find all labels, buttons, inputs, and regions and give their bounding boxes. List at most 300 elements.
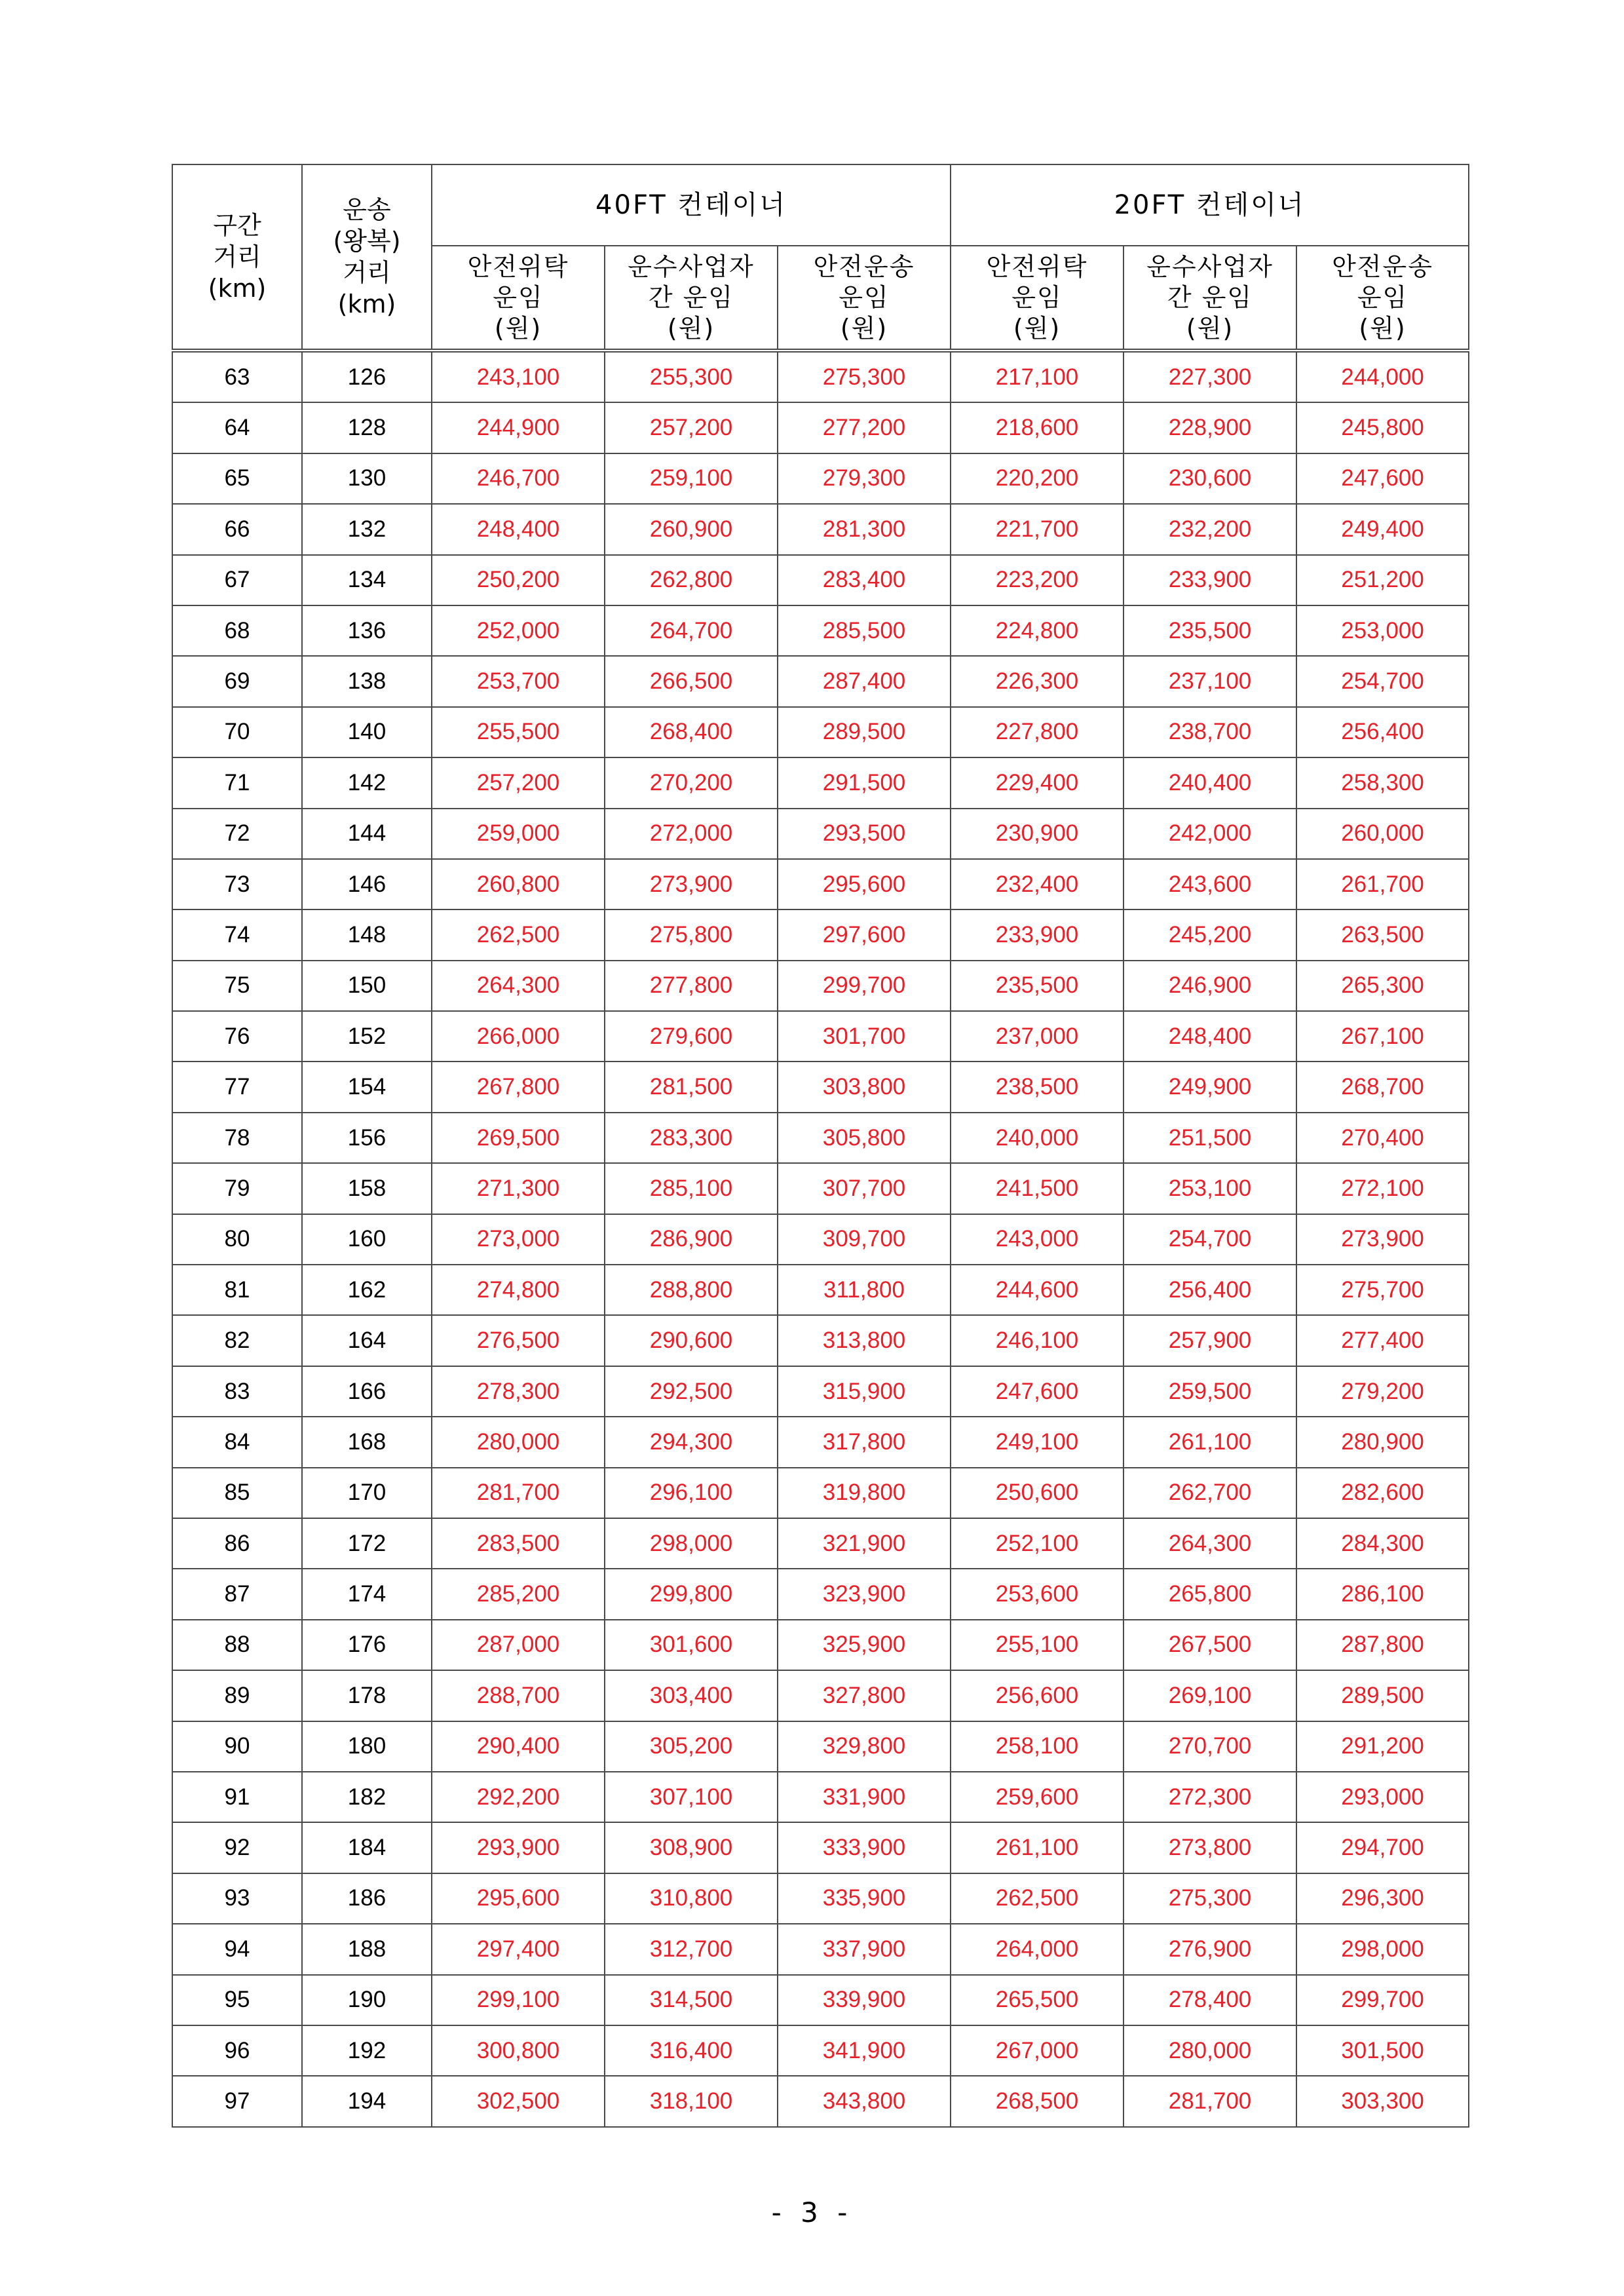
cell-40ft-safety-transport: 331,900 <box>778 1772 951 1822</box>
cell-section-distance: 67 <box>172 555 302 605</box>
cell-transport-distance: 172 <box>302 1518 432 1569</box>
rate-table <box>172 164 1469 2128</box>
cell-20ft-carrier: 253,100 <box>1124 1163 1296 1214</box>
cell-40ft-safety-transport: 317,800 <box>778 1417 951 1467</box>
cell-40ft-carrier: 310,800 <box>605 1873 778 1924</box>
cell-section-distance: 64 <box>172 402 302 453</box>
cell-20ft-safety-consign: 226,300 <box>951 656 1124 706</box>
cell-40ft-carrier: 298,000 <box>605 1518 778 1569</box>
cell-40ft-safety-transport: 339,900 <box>778 1975 951 2025</box>
cell-transport-distance: 192 <box>302 2025 432 2076</box>
cell-40ft-safety-transport: 335,900 <box>778 1873 951 1924</box>
cell-transport-distance: 194 <box>302 2076 432 2126</box>
cell-transport-distance: 190 <box>302 1975 432 2025</box>
cell-40ft-safety-consign: 299,100 <box>432 1975 605 2025</box>
cell-20ft-safety-transport: 273,900 <box>1296 1214 1469 1265</box>
cell-20ft-carrier: 265,800 <box>1124 1569 1296 1619</box>
cell-20ft-carrier: 227,300 <box>1124 351 1296 402</box>
cell-40ft-carrier: 294,300 <box>605 1417 778 1467</box>
cell-section-distance: 68 <box>172 605 302 656</box>
table-row <box>172 2025 1469 2076</box>
cell-20ft-safety-transport: 260,000 <box>1296 809 1469 859</box>
cell-20ft-safety-consign: 267,000 <box>951 2025 1124 2076</box>
cell-40ft-carrier: 272,000 <box>605 809 778 859</box>
cell-20ft-safety-consign: 230,900 <box>951 809 1124 859</box>
cell-20ft-carrier: 230,600 <box>1124 453 1296 504</box>
cell-40ft-carrier: 259,100 <box>605 453 778 504</box>
cell-20ft-safety-consign: 268,500 <box>951 2076 1124 2126</box>
cell-40ft-safety-consign: 278,300 <box>432 1366 605 1417</box>
cell-transport-distance: 174 <box>302 1569 432 1619</box>
cell-transport-distance: 166 <box>302 1366 432 1417</box>
cell-40ft-safety-transport: 343,800 <box>778 2076 951 2126</box>
cell-40ft-carrier: 290,600 <box>605 1315 778 1366</box>
cell-20ft-safety-transport: 267,100 <box>1296 1011 1469 1062</box>
cell-20ft-safety-consign: 256,600 <box>951 1670 1124 1721</box>
header-section-distance: 구간 거리 (km) <box>172 164 302 351</box>
cell-transport-distance: 144 <box>302 809 432 859</box>
table-row <box>172 1822 1469 1873</box>
cell-20ft-carrier: 246,900 <box>1124 961 1296 1011</box>
cell-20ft-carrier: 249,900 <box>1124 1062 1296 1112</box>
cell-40ft-carrier: 301,600 <box>605 1620 778 1670</box>
cell-20ft-safety-transport: 280,900 <box>1296 1417 1469 1467</box>
cell-20ft-safety-consign: 249,100 <box>951 1417 1124 1467</box>
cell-section-distance: 78 <box>172 1113 302 1163</box>
cell-section-distance: 93 <box>172 1873 302 1924</box>
cell-section-distance: 97 <box>172 2076 302 2126</box>
cell-transport-distance: 142 <box>302 757 432 808</box>
cell-20ft-carrier: 272,300 <box>1124 1772 1296 1822</box>
cell-40ft-safety-consign: 267,800 <box>432 1062 605 1112</box>
cell-20ft-safety-transport: 272,100 <box>1296 1163 1469 1214</box>
cell-20ft-safety-consign: 235,500 <box>951 961 1124 1011</box>
cell-40ft-carrier: 257,200 <box>605 402 778 453</box>
cell-40ft-safety-transport: 291,500 <box>778 757 951 808</box>
cell-20ft-safety-transport: 294,700 <box>1296 1822 1469 1873</box>
cell-20ft-safety-consign: 265,500 <box>951 1975 1124 2025</box>
cell-40ft-safety-transport: 333,900 <box>778 1822 951 1873</box>
cell-section-distance: 94 <box>172 1924 302 1974</box>
cell-40ft-safety-transport: 309,700 <box>778 1214 951 1265</box>
cell-40ft-safety-consign: 300,800 <box>432 2025 605 2076</box>
cell-20ft-safety-transport: 293,000 <box>1296 1772 1469 1822</box>
cell-transport-distance: 164 <box>302 1315 432 1366</box>
cell-40ft-safety-consign: 264,300 <box>432 961 605 1011</box>
header-20ft-carrier: 운수사업자 간 운임 (원) <box>1124 246 1296 351</box>
cell-transport-distance: 146 <box>302 859 432 909</box>
cell-40ft-safety-consign: 253,700 <box>432 656 605 706</box>
cell-20ft-safety-transport: 247,600 <box>1296 453 1469 504</box>
cell-20ft-safety-consign: 259,600 <box>951 1772 1124 1822</box>
cell-40ft-carrier: 262,800 <box>605 555 778 605</box>
cell-transport-distance: 182 <box>302 1772 432 1822</box>
cell-20ft-carrier: 257,900 <box>1124 1315 1296 1366</box>
cell-40ft-safety-consign: 269,500 <box>432 1113 605 1163</box>
table-row <box>172 2076 1469 2126</box>
cell-20ft-safety-consign: 238,500 <box>951 1062 1124 1112</box>
cell-transport-distance: 158 <box>302 1163 432 1214</box>
cell-40ft-safety-consign: 260,800 <box>432 859 605 909</box>
cell-40ft-safety-transport: 313,800 <box>778 1315 951 1366</box>
table-row <box>172 504 1469 554</box>
cell-40ft-safety-transport: 301,700 <box>778 1011 951 1062</box>
cell-transport-distance: 170 <box>302 1468 432 1518</box>
table-row <box>172 1011 1469 1062</box>
cell-40ft-safety-consign: 288,700 <box>432 1670 605 1721</box>
cell-40ft-carrier: 255,300 <box>605 351 778 402</box>
cell-40ft-safety-transport: 323,900 <box>778 1569 951 1619</box>
cell-section-distance: 82 <box>172 1315 302 1366</box>
table-row <box>172 1214 1469 1265</box>
cell-transport-distance: 128 <box>302 402 432 453</box>
cell-40ft-safety-consign: 266,000 <box>432 1011 605 1062</box>
cell-40ft-carrier: 279,600 <box>605 1011 778 1062</box>
cell-40ft-safety-consign: 252,000 <box>432 605 605 656</box>
cell-40ft-safety-consign: 243,100 <box>432 351 605 402</box>
cell-40ft-carrier: 288,800 <box>605 1265 778 1315</box>
cell-40ft-carrier: 268,400 <box>605 707 778 757</box>
table-row <box>172 351 1469 402</box>
cell-20ft-safety-transport: 279,200 <box>1296 1366 1469 1417</box>
table-row <box>172 757 1469 808</box>
cell-20ft-safety-transport: 261,700 <box>1296 859 1469 909</box>
cell-40ft-safety-transport: 299,700 <box>778 961 951 1011</box>
cell-20ft-safety-transport: 258,300 <box>1296 757 1469 808</box>
cell-transport-distance: 134 <box>302 555 432 605</box>
cell-40ft-safety-consign: 292,200 <box>432 1772 605 1822</box>
cell-20ft-safety-consign: 255,100 <box>951 1620 1124 1670</box>
cell-section-distance: 88 <box>172 1620 302 1670</box>
cell-40ft-safety-consign: 274,800 <box>432 1265 605 1315</box>
cell-40ft-safety-transport: 279,300 <box>778 453 951 504</box>
table-row <box>172 909 1469 960</box>
cell-20ft-carrier: 256,400 <box>1124 1265 1296 1315</box>
cell-20ft-safety-consign: 262,500 <box>951 1873 1124 1924</box>
cell-40ft-safety-transport: 315,900 <box>778 1366 951 1417</box>
cell-20ft-carrier: 261,100 <box>1124 1417 1296 1467</box>
cell-section-distance: 95 <box>172 1975 302 2025</box>
cell-20ft-carrier: 235,500 <box>1124 605 1296 656</box>
cell-40ft-safety-transport: 319,800 <box>778 1468 951 1518</box>
cell-40ft-safety-transport: 325,900 <box>778 1620 951 1670</box>
table-body <box>172 351 1469 2127</box>
header-group-20ft: 20FT 컨테이너 <box>951 164 1469 246</box>
cell-20ft-safety-consign: 224,800 <box>951 605 1124 656</box>
cell-20ft-carrier: 245,200 <box>1124 909 1296 960</box>
cell-40ft-carrier: 299,800 <box>605 1569 778 1619</box>
cell-section-distance: 80 <box>172 1214 302 1265</box>
table-row <box>172 809 1469 859</box>
cell-transport-distance: 176 <box>302 1620 432 1670</box>
cell-20ft-safety-transport: 298,000 <box>1296 1924 1469 1974</box>
cell-20ft-carrier: 240,400 <box>1124 757 1296 808</box>
cell-40ft-safety-consign: 259,000 <box>432 809 605 859</box>
cell-20ft-safety-consign: 253,600 <box>951 1569 1124 1619</box>
cell-transport-distance: 188 <box>302 1924 432 1974</box>
cell-20ft-safety-transport: 287,800 <box>1296 1620 1469 1670</box>
cell-20ft-safety-transport: 282,600 <box>1296 1468 1469 1518</box>
cell-40ft-safety-transport: 337,900 <box>778 1924 951 1974</box>
cell-section-distance: 71 <box>172 757 302 808</box>
cell-20ft-safety-transport: 249,400 <box>1296 504 1469 554</box>
cell-40ft-safety-consign: 295,600 <box>432 1873 605 1924</box>
cell-transport-distance: 168 <box>302 1417 432 1467</box>
cell-section-distance: 77 <box>172 1062 302 1112</box>
table-row <box>172 1569 1469 1619</box>
cell-20ft-safety-transport: 244,000 <box>1296 351 1469 402</box>
table-row <box>172 1265 1469 1315</box>
cell-section-distance: 72 <box>172 809 302 859</box>
cell-transport-distance: 184 <box>302 1822 432 1873</box>
cell-section-distance: 76 <box>172 1011 302 1062</box>
cell-20ft-safety-transport: 303,300 <box>1296 2076 1469 2126</box>
table-header <box>172 164 1469 351</box>
cell-20ft-safety-consign: 258,100 <box>951 1721 1124 1772</box>
table-row <box>172 961 1469 1011</box>
cell-40ft-safety-consign: 281,700 <box>432 1468 605 1518</box>
cell-40ft-safety-transport: 275,300 <box>778 351 951 402</box>
cell-section-distance: 70 <box>172 707 302 757</box>
cell-20ft-safety-transport: 299,700 <box>1296 1975 1469 2025</box>
table-row <box>172 1468 1469 1518</box>
table-row <box>172 605 1469 656</box>
cell-20ft-safety-transport: 277,400 <box>1296 1315 1469 1366</box>
cell-transport-distance: 138 <box>302 656 432 706</box>
cell-20ft-safety-consign: 246,100 <box>951 1315 1124 1366</box>
cell-20ft-carrier: 232,200 <box>1124 504 1296 554</box>
cell-40ft-safety-transport: 285,500 <box>778 605 951 656</box>
cell-40ft-carrier: 275,800 <box>605 909 778 960</box>
cell-40ft-carrier: 308,900 <box>605 1822 778 1873</box>
cell-20ft-safety-transport: 253,000 <box>1296 605 1469 656</box>
cell-section-distance: 89 <box>172 1670 302 1721</box>
header-20ft-safety-transport: 안전운송 운임 (원) <box>1296 246 1469 351</box>
cell-20ft-safety-transport: 286,100 <box>1296 1569 1469 1619</box>
cell-40ft-safety-transport: 329,800 <box>778 1721 951 1772</box>
cell-section-distance: 96 <box>172 2025 302 2076</box>
cell-transport-distance: 150 <box>302 961 432 1011</box>
page-number: - 3 - <box>771 2196 853 2229</box>
table-row <box>172 555 1469 605</box>
header-40ft-safety-consign: 안전위탁 운임 (원) <box>432 246 605 351</box>
cell-20ft-safety-consign: 233,900 <box>951 909 1124 960</box>
cell-section-distance: 87 <box>172 1569 302 1619</box>
cell-40ft-carrier: 273,900 <box>605 859 778 909</box>
cell-20ft-safety-consign: 241,500 <box>951 1163 1124 1214</box>
table-row <box>172 1062 1469 1112</box>
cell-section-distance: 65 <box>172 453 302 504</box>
header-40ft-carrier: 운수사업자 간 운임 (원) <box>605 246 778 351</box>
cell-40ft-safety-consign: 280,000 <box>432 1417 605 1467</box>
cell-40ft-safety-consign: 244,900 <box>432 402 605 453</box>
cell-20ft-safety-consign: 223,200 <box>951 555 1124 605</box>
cell-40ft-safety-transport: 321,900 <box>778 1518 951 1569</box>
cell-40ft-safety-transport: 287,400 <box>778 656 951 706</box>
cell-40ft-safety-transport: 281,300 <box>778 504 951 554</box>
cell-20ft-safety-transport: 301,500 <box>1296 2025 1469 2076</box>
table-row <box>172 1315 1469 1366</box>
table-row <box>172 1518 1469 1569</box>
cell-20ft-carrier: 273,800 <box>1124 1822 1296 1873</box>
cell-20ft-carrier: 276,900 <box>1124 1924 1296 1974</box>
cell-20ft-safety-consign: 237,000 <box>951 1011 1124 1062</box>
cell-20ft-carrier: 281,700 <box>1124 2076 1296 2126</box>
cell-transport-distance: 186 <box>302 1873 432 1924</box>
cell-20ft-carrier: 262,700 <box>1124 1468 1296 1518</box>
cell-40ft-safety-consign: 255,500 <box>432 707 605 757</box>
cell-section-distance: 73 <box>172 859 302 909</box>
cell-40ft-carrier: 296,100 <box>605 1468 778 1518</box>
cell-20ft-safety-transport: 296,300 <box>1296 1873 1469 1924</box>
cell-20ft-carrier: 242,000 <box>1124 809 1296 859</box>
cell-40ft-carrier: 318,100 <box>605 2076 778 2126</box>
cell-40ft-safety-transport: 289,500 <box>778 707 951 757</box>
cell-40ft-safety-consign: 293,900 <box>432 1822 605 1873</box>
cell-section-distance: 74 <box>172 909 302 960</box>
cell-40ft-carrier: 286,900 <box>605 1214 778 1265</box>
cell-40ft-safety-transport: 341,900 <box>778 2025 951 2076</box>
cell-40ft-safety-consign: 246,700 <box>432 453 605 504</box>
cell-40ft-safety-consign: 297,400 <box>432 1924 605 1974</box>
cell-20ft-carrier: 238,700 <box>1124 707 1296 757</box>
cell-20ft-carrier: 243,600 <box>1124 859 1296 909</box>
table-row <box>172 402 1469 453</box>
cell-section-distance: 86 <box>172 1518 302 1569</box>
cell-20ft-safety-consign: 243,000 <box>951 1214 1124 1265</box>
cell-20ft-safety-consign: 218,600 <box>951 402 1124 453</box>
cell-40ft-safety-consign: 257,200 <box>432 757 605 808</box>
table-row <box>172 1366 1469 1417</box>
cell-40ft-safety-consign: 250,200 <box>432 555 605 605</box>
cell-40ft-safety-consign: 248,400 <box>432 504 605 554</box>
table-row <box>172 1721 1469 1772</box>
cell-20ft-safety-transport: 265,300 <box>1296 961 1469 1011</box>
cell-20ft-safety-transport: 275,700 <box>1296 1265 1469 1315</box>
cell-40ft-safety-consign: 283,500 <box>432 1518 605 1569</box>
header-group-40ft: 40FT 컨테이너 <box>432 164 951 246</box>
cell-40ft-carrier: 281,500 <box>605 1062 778 1112</box>
cell-40ft-safety-transport: 295,600 <box>778 859 951 909</box>
cell-20ft-carrier: 280,000 <box>1124 2025 1296 2076</box>
cell-40ft-carrier: 307,100 <box>605 1772 778 1822</box>
cell-section-distance: 81 <box>172 1265 302 1315</box>
cell-40ft-carrier: 292,500 <box>605 1366 778 1417</box>
cell-section-distance: 75 <box>172 961 302 1011</box>
cell-40ft-safety-transport: 307,700 <box>778 1163 951 1214</box>
cell-40ft-carrier: 270,200 <box>605 757 778 808</box>
cell-20ft-safety-transport: 289,500 <box>1296 1670 1469 1721</box>
cell-40ft-safety-consign: 287,000 <box>432 1620 605 1670</box>
cell-20ft-safety-consign: 261,100 <box>951 1822 1124 1873</box>
header-transport-distance: 운송 (왕복) 거리 (km) <box>302 164 432 351</box>
cell-transport-distance: 126 <box>302 351 432 402</box>
cell-20ft-carrier: 270,700 <box>1124 1721 1296 1772</box>
cell-40ft-carrier: 316,400 <box>605 2025 778 2076</box>
cell-20ft-safety-consign: 247,600 <box>951 1366 1124 1417</box>
table-row <box>172 1924 1469 1974</box>
cell-transport-distance: 130 <box>302 453 432 504</box>
header-40ft-safety-transport: 안전운송 운임 (원) <box>778 246 951 351</box>
cell-section-distance: 91 <box>172 1772 302 1822</box>
cell-20ft-carrier: 233,900 <box>1124 555 1296 605</box>
cell-40ft-safety-transport: 297,600 <box>778 909 951 960</box>
cell-40ft-safety-transport: 277,200 <box>778 402 951 453</box>
cell-section-distance: 84 <box>172 1417 302 1467</box>
cell-section-distance: 90 <box>172 1721 302 1772</box>
table-row <box>172 707 1469 757</box>
cell-20ft-safety-transport: 270,400 <box>1296 1113 1469 1163</box>
cell-40ft-carrier: 305,200 <box>605 1721 778 1772</box>
cell-40ft-safety-consign: 262,500 <box>432 909 605 960</box>
cell-20ft-safety-consign: 244,600 <box>951 1265 1124 1315</box>
table-row <box>172 1163 1469 1214</box>
cell-20ft-carrier: 228,900 <box>1124 402 1296 453</box>
cell-20ft-carrier: 248,400 <box>1124 1011 1296 1062</box>
cell-40ft-safety-consign: 271,300 <box>432 1163 605 1214</box>
cell-section-distance: 83 <box>172 1366 302 1417</box>
cell-transport-distance: 152 <box>302 1011 432 1062</box>
cell-20ft-carrier: 278,400 <box>1124 1975 1296 2025</box>
cell-20ft-safety-consign: 229,400 <box>951 757 1124 808</box>
cell-transport-distance: 132 <box>302 504 432 554</box>
cell-40ft-carrier: 266,500 <box>605 656 778 706</box>
cell-transport-distance: 162 <box>302 1265 432 1315</box>
cell-40ft-safety-transport: 327,800 <box>778 1670 951 1721</box>
table-row <box>172 1417 1469 1467</box>
cell-20ft-safety-transport: 291,200 <box>1296 1721 1469 1772</box>
cell-40ft-carrier: 283,300 <box>605 1113 778 1163</box>
table-row <box>172 1772 1469 1822</box>
cell-40ft-safety-consign: 290,400 <box>432 1721 605 1772</box>
cell-40ft-safety-transport: 305,800 <box>778 1113 951 1163</box>
table-row <box>172 1873 1469 1924</box>
cell-section-distance: 69 <box>172 656 302 706</box>
table-row <box>172 656 1469 706</box>
cell-transport-distance: 160 <box>302 1214 432 1265</box>
cell-40ft-safety-consign: 302,500 <box>432 2076 605 2126</box>
cell-40ft-safety-consign: 276,500 <box>432 1315 605 1366</box>
cell-20ft-safety-transport: 245,800 <box>1296 402 1469 453</box>
cell-transport-distance: 136 <box>302 605 432 656</box>
cell-40ft-safety-consign: 273,000 <box>432 1214 605 1265</box>
table-row <box>172 1670 1469 1721</box>
cell-20ft-safety-consign: 264,000 <box>951 1924 1124 1974</box>
cell-transport-distance: 178 <box>302 1670 432 1721</box>
table-row <box>172 1620 1469 1670</box>
cell-20ft-carrier: 264,300 <box>1124 1518 1296 1569</box>
cell-20ft-safety-consign: 220,200 <box>951 453 1124 504</box>
cell-40ft-safety-transport: 303,800 <box>778 1062 951 1112</box>
table-row <box>172 453 1469 504</box>
cell-20ft-carrier: 267,500 <box>1124 1620 1296 1670</box>
cell-20ft-carrier: 251,500 <box>1124 1113 1296 1163</box>
cell-20ft-safety-consign: 221,700 <box>951 504 1124 554</box>
cell-transport-distance: 180 <box>302 1721 432 1772</box>
cell-section-distance: 79 <box>172 1163 302 1214</box>
cell-transport-distance: 156 <box>302 1113 432 1163</box>
cell-20ft-safety-transport: 268,700 <box>1296 1062 1469 1112</box>
cell-20ft-safety-transport: 263,500 <box>1296 909 1469 960</box>
cell-40ft-carrier: 277,800 <box>605 961 778 1011</box>
cell-40ft-safety-transport: 293,500 <box>778 809 951 859</box>
cell-20ft-safety-consign: 232,400 <box>951 859 1124 909</box>
cell-40ft-carrier: 312,700 <box>605 1924 778 1974</box>
cell-20ft-safety-transport: 254,700 <box>1296 656 1469 706</box>
cell-20ft-carrier: 259,500 <box>1124 1366 1296 1417</box>
cell-section-distance: 92 <box>172 1822 302 1873</box>
cell-transport-distance: 140 <box>302 707 432 757</box>
